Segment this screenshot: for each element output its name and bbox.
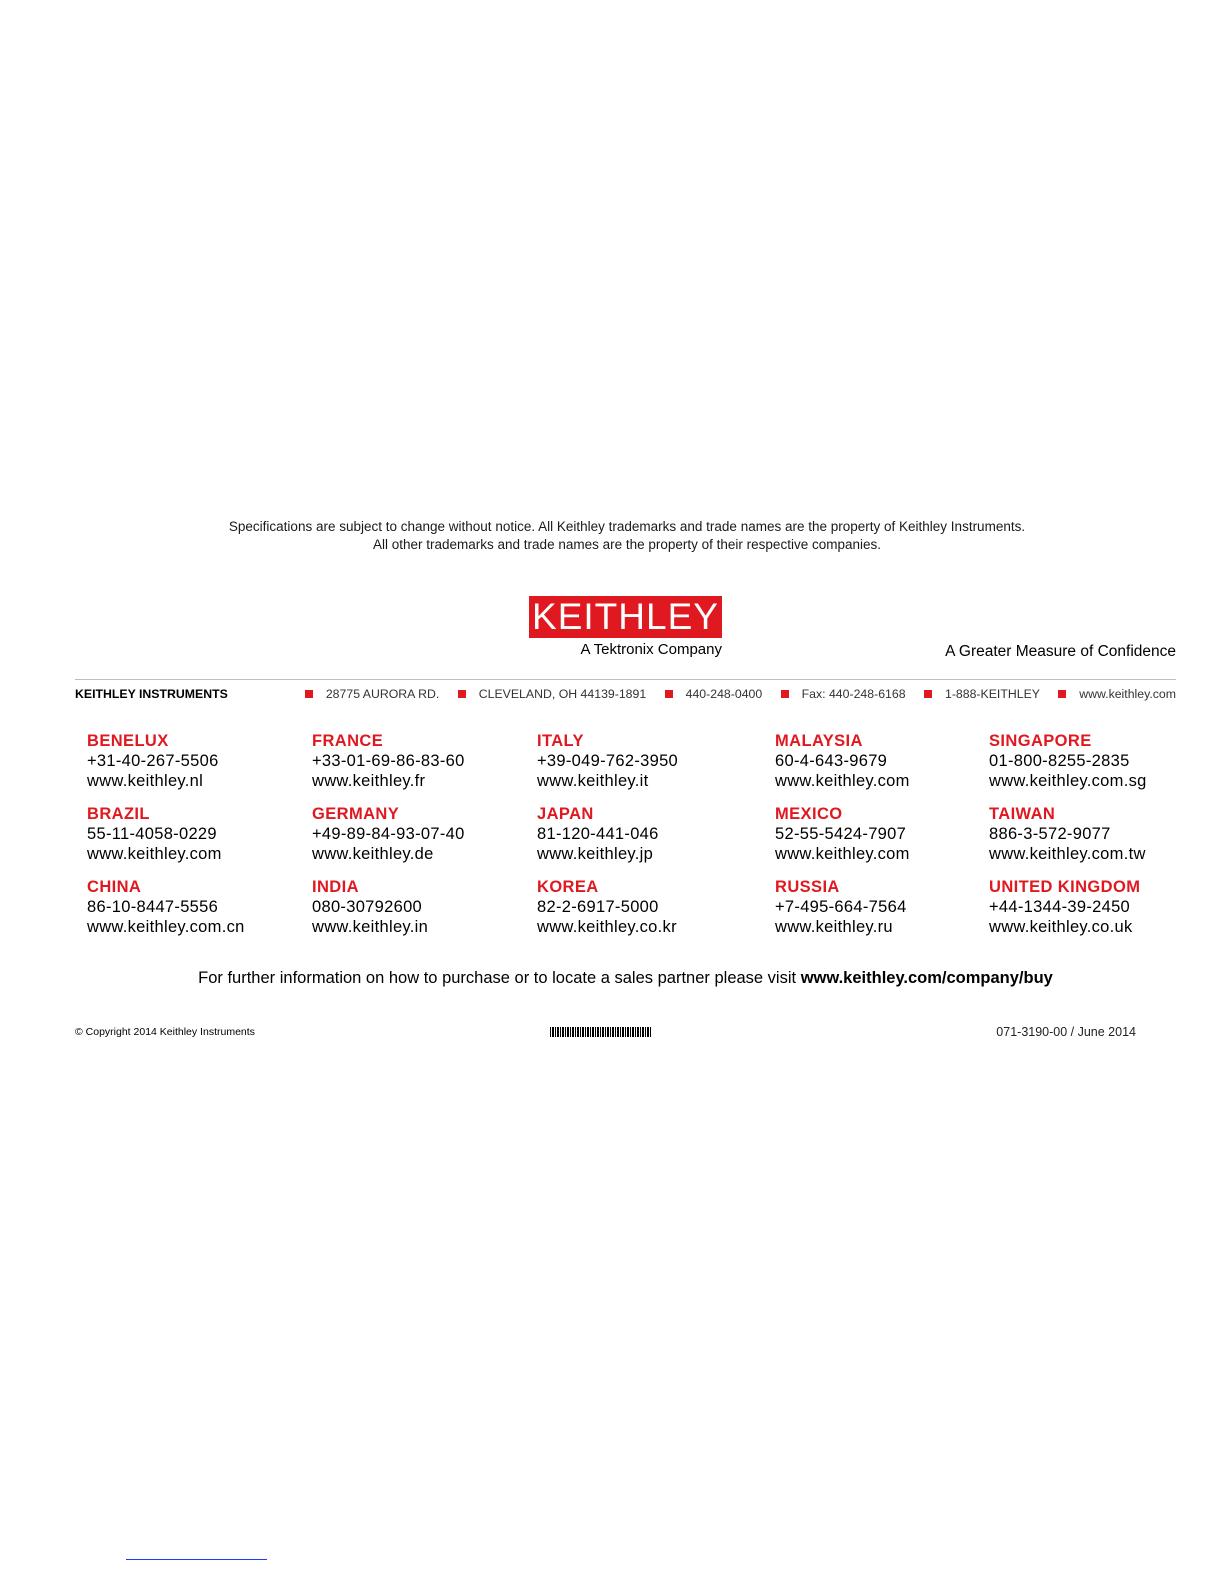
office-phone: +7-495-664-7564	[775, 898, 907, 916]
office-phone: +31-40-267-5506	[87, 752, 219, 770]
logo-subtitle: A Tektronix Company	[580, 641, 722, 658]
office-india	[312, 877, 428, 937]
further-info	[0, 968, 1224, 988]
copyright: © Copyright 2014 Keithley Instruments	[75, 1026, 255, 1038]
office-malaysia	[775, 731, 910, 791]
contact-tollfree: 1-888-KEITHLEY	[944, 687, 1040, 701]
contact-bar	[75, 686, 1176, 702]
bullet-square-icon	[924, 690, 932, 698]
office-phone: 886-3-572-9077	[989, 825, 1111, 843]
office-country: CHINA	[87, 878, 142, 896]
bullet-square-icon	[665, 690, 673, 698]
contact-fax: Fax: 440-248-6168	[801, 687, 906, 701]
office-country: RUSSIA	[775, 878, 840, 896]
contact-items	[290, 686, 1176, 702]
office-phone: +33-01-69-86-83-60	[312, 752, 465, 770]
bullet-square-icon	[458, 690, 466, 698]
bullet-square-icon	[781, 690, 789, 698]
footer-link-underline[interactable]	[126, 1559, 267, 1560]
contact-city: CLEVELAND, OH 44139-1891	[478, 687, 647, 701]
document-number: 071-3190-00 / June 2014	[996, 1025, 1136, 1039]
office-website-link[interactable]: www.keithley.co.kr	[537, 918, 677, 936]
tagline: A Greater Measure of Confidence	[945, 643, 1176, 660]
office-mexico	[775, 804, 910, 864]
office-russia	[775, 877, 907, 937]
office-website-link[interactable]: www.keithley.de	[312, 845, 434, 863]
contact-phone: 440-248-0400	[685, 687, 763, 701]
office-website-link[interactable]: www.keithley.fr	[312, 772, 426, 790]
contact-website-link[interactable]: www.keithley.com	[1079, 687, 1176, 701]
office-united-kingdom	[989, 877, 1140, 937]
office-website-link[interactable]: www.keithley.ru	[775, 918, 893, 936]
office-phone: 82-2-6917-5000	[537, 898, 659, 916]
office-country: ITALY	[537, 732, 584, 750]
office-website-link[interactable]: www.keithley.com.sg	[989, 772, 1147, 790]
office-website-link[interactable]: www.keithley.nl	[87, 772, 204, 790]
office-germany	[312, 804, 465, 864]
office-france	[312, 731, 465, 791]
office-japan	[537, 804, 659, 864]
office-website-link[interactable]: www.keithley.com.cn	[87, 918, 245, 936]
office-country: INDIA	[312, 878, 359, 896]
office-singapore	[989, 731, 1147, 791]
disclaimer-line-2: All other trademarks and trade names are the property of their respective companies.	[372, 537, 881, 552]
office-country: BENELUX	[87, 732, 169, 750]
office-korea	[537, 877, 677, 937]
office-website-link[interactable]: www.keithley.co.uk	[989, 918, 1133, 936]
bullet-square-icon	[1058, 690, 1066, 698]
office-phone: 01-800-8255-2835	[989, 752, 1130, 770]
office-country: MEXICO	[775, 805, 843, 823]
bullet-square-icon	[305, 690, 313, 698]
office-phone: +39-049-762-3950	[537, 752, 679, 770]
office-country: JAPAN	[537, 805, 594, 823]
barcode-icon	[550, 1027, 651, 1037]
office-website-link[interactable]: www.keithley.it	[537, 772, 649, 790]
contact-item	[924, 687, 1040, 701]
office-phone: 86-10-8447-5556	[87, 898, 219, 916]
office-country: GERMANY	[312, 805, 400, 823]
office-brazil	[87, 804, 222, 864]
office-website-link[interactable]: www.keithley.com	[775, 845, 910, 863]
office-phone: 55-11-4058-0229	[87, 825, 217, 843]
contact-address: 28775 AURORA RD.	[325, 687, 440, 701]
office-phone: +44-1344-39-2450	[989, 898, 1131, 916]
contact-item	[781, 687, 906, 701]
office-website-link[interactable]: www.keithley.com	[775, 772, 910, 790]
office-country: MALAYSIA	[775, 732, 863, 750]
office-country: BRAZIL	[87, 805, 150, 823]
office-website-link[interactable]: www.keithley.jp	[537, 845, 654, 863]
office-china	[87, 877, 245, 937]
office-benelux	[87, 731, 219, 791]
office-website-link[interactable]: www.keithley.com.tw	[989, 845, 1146, 863]
office-phone: +49-89-84-93-07-40	[312, 825, 465, 843]
office-website-link[interactable]: www.keithley.com	[87, 845, 222, 863]
further-info-text: For further information on how to purchase or to locate a sales partner please visit	[198, 969, 797, 987]
disclaimer	[0, 518, 1224, 554]
office-country: TAIWAN	[989, 805, 1056, 823]
disclaimer-line-1: Specifications are subject to change without notice. All Keithley trademarks and trade names are the property of Keithley Instruments.	[228, 519, 1026, 534]
office-taiwan	[989, 804, 1146, 864]
buy-link[interactable]: www.keithley.com/company/buy	[800, 969, 1053, 987]
contact-item	[305, 687, 439, 701]
office-phone: 60-4-643-9679	[775, 752, 888, 770]
office-country: UNITED KINGDOM	[989, 878, 1141, 896]
office-country: FRANCE	[312, 732, 384, 750]
divider	[75, 679, 1176, 680]
company-name: KEITHLEY INSTRUMENTS	[75, 687, 228, 701]
office-country: SINGAPORE	[989, 732, 1092, 750]
office-website-link[interactable]: www.keithley.in	[312, 918, 429, 936]
contact-item	[665, 687, 763, 701]
office-phone: 81-120-441-046	[537, 825, 659, 843]
contact-item[interactable]	[1058, 687, 1176, 701]
keithley-logo: KEITHLEY	[529, 596, 722, 638]
contact-item	[458, 687, 646, 701]
office-italy	[537, 731, 678, 791]
office-country: KOREA	[537, 878, 599, 896]
office-phone: 52-55-5424-7907	[775, 825, 907, 843]
office-phone: 080-30792600	[312, 898, 423, 916]
